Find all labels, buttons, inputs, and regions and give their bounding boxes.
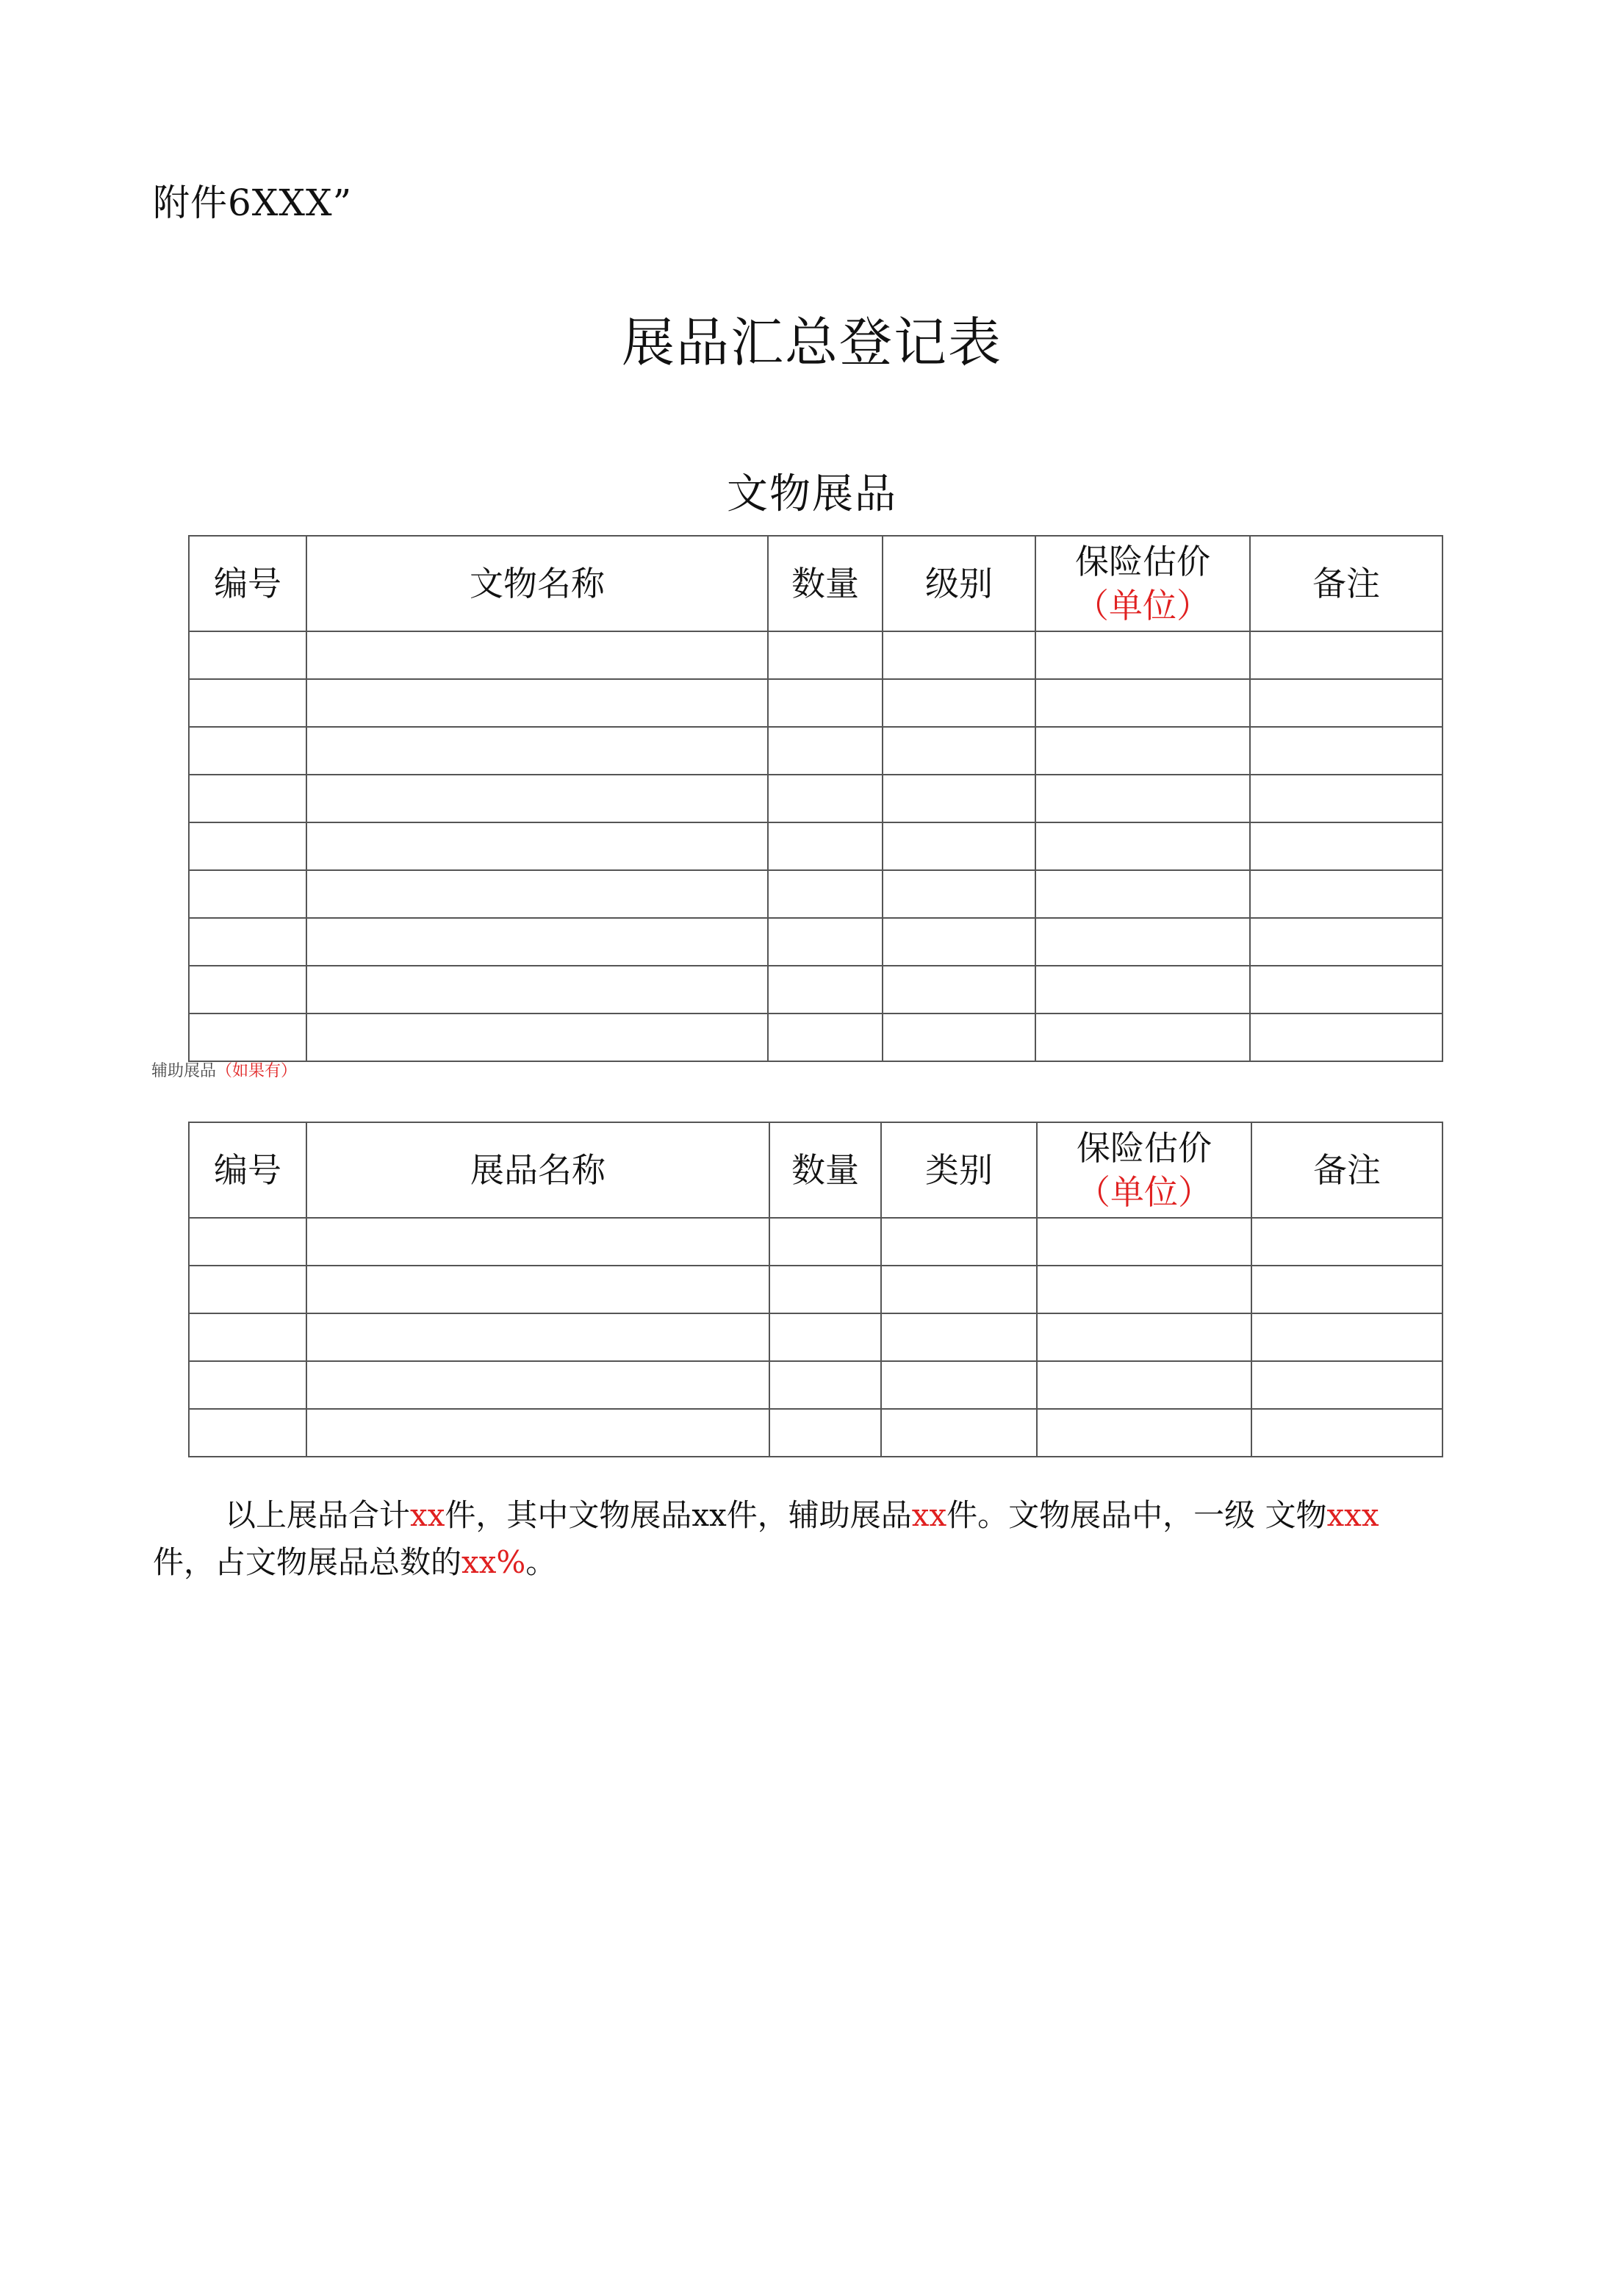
table-cell bbox=[1251, 1361, 1442, 1409]
table-cell bbox=[768, 727, 883, 775]
summary-text: 件，其中文物展品xx件，辅助展品 bbox=[445, 1497, 912, 1533]
table-cell bbox=[1037, 1266, 1251, 1313]
table-cell bbox=[883, 775, 1035, 822]
table-cell bbox=[306, 727, 768, 775]
table-row bbox=[189, 775, 1442, 822]
table-row bbox=[189, 1218, 1442, 1266]
table-row bbox=[189, 1266, 1442, 1313]
summary-line-2 bbox=[153, 1539, 1476, 1586]
table-cell bbox=[769, 1409, 881, 1457]
table-cell bbox=[881, 1409, 1037, 1457]
table-cell bbox=[306, 966, 768, 1014]
table-cell bbox=[189, 1218, 306, 1266]
table-cell bbox=[306, 918, 768, 966]
summary-text: 件。文物展品中，一级 文物 bbox=[946, 1497, 1327, 1533]
table-cell bbox=[1250, 1014, 1442, 1061]
header-id: 编号 bbox=[189, 1122, 306, 1218]
table-cell bbox=[768, 679, 883, 727]
aux-label-text: 辅助展品 bbox=[151, 1062, 217, 1080]
header-insurance-label: 保险估价 bbox=[1077, 1128, 1212, 1168]
table-cell bbox=[1251, 1409, 1442, 1457]
table-cell bbox=[189, 631, 306, 679]
summary-line-1 bbox=[153, 1492, 1476, 1539]
table-cell bbox=[306, 1266, 769, 1313]
table-cell bbox=[768, 870, 883, 918]
table-cell bbox=[1250, 775, 1442, 822]
table-cell bbox=[883, 679, 1035, 727]
table-cell bbox=[1251, 1218, 1442, 1266]
table-cell bbox=[883, 870, 1035, 918]
header-remarks: 备注 bbox=[1251, 1122, 1442, 1218]
table-row bbox=[189, 727, 1442, 775]
table-cell bbox=[1250, 822, 1442, 870]
header-category: 类别 bbox=[881, 1122, 1037, 1218]
table-cell bbox=[769, 1313, 881, 1361]
table-cell bbox=[1035, 822, 1250, 870]
table-cell bbox=[306, 1313, 769, 1361]
table-cell bbox=[1035, 631, 1250, 679]
table-row bbox=[189, 1361, 1442, 1409]
table-cell bbox=[306, 1409, 769, 1457]
table-cell bbox=[1037, 1313, 1251, 1361]
table-cell bbox=[189, 679, 306, 727]
header-name: 展品名称 bbox=[306, 1122, 769, 1218]
table-cell bbox=[1251, 1313, 1442, 1361]
table-cell bbox=[883, 918, 1035, 966]
table-cell bbox=[1250, 870, 1442, 918]
table-cell bbox=[189, 1313, 306, 1361]
header-unit-note: （单位） bbox=[1077, 1172, 1212, 1212]
table-cell bbox=[189, 918, 306, 966]
table-cell bbox=[1035, 966, 1250, 1014]
auxiliary-exhibits-label bbox=[151, 1058, 297, 1081]
table-cell bbox=[768, 966, 883, 1014]
table-cell bbox=[189, 870, 306, 918]
table-row bbox=[189, 918, 1442, 966]
table-cell bbox=[883, 727, 1035, 775]
table-cell bbox=[1250, 918, 1442, 966]
header-quantity: 数量 bbox=[769, 1122, 881, 1218]
table-cell bbox=[768, 1014, 883, 1061]
table-cell bbox=[768, 775, 883, 822]
attachment-label: 附件6XXX” bbox=[153, 182, 353, 224]
summary-placeholder-percent: xx% bbox=[461, 1544, 526, 1580]
table-cell bbox=[1035, 679, 1250, 727]
table-cell bbox=[881, 1313, 1037, 1361]
table-row bbox=[189, 1409, 1442, 1457]
header-quantity: 数量 bbox=[768, 536, 883, 631]
table-cell bbox=[881, 1361, 1037, 1409]
table-cell bbox=[306, 1361, 769, 1409]
header-insurance-label: 保险估价 bbox=[1075, 542, 1210, 581]
summary-placeholder-grade1: xxx bbox=[1326, 1497, 1379, 1533]
table-cell bbox=[768, 918, 883, 966]
cultural-relics-table bbox=[188, 535, 1443, 1062]
table-cell bbox=[1037, 1218, 1251, 1266]
table-cell bbox=[306, 631, 768, 679]
header-insurance-value bbox=[1037, 1122, 1251, 1218]
table-cell bbox=[881, 1266, 1037, 1313]
table-row bbox=[189, 679, 1442, 727]
auxiliary-exhibits-table bbox=[188, 1122, 1443, 1457]
table-cell bbox=[1250, 727, 1442, 775]
header-insurance-value bbox=[1035, 536, 1250, 631]
aux-label-note: （如果有） bbox=[216, 1062, 298, 1080]
summary-text: 。 bbox=[525, 1544, 557, 1580]
table-cell bbox=[769, 1266, 881, 1313]
table-cell bbox=[306, 679, 768, 727]
table-cell bbox=[189, 1361, 306, 1409]
table-cell bbox=[1250, 679, 1442, 727]
table-cell bbox=[883, 966, 1035, 1014]
table-cell bbox=[768, 822, 883, 870]
table-cell bbox=[306, 870, 768, 918]
table-cell bbox=[306, 1218, 769, 1266]
header-grade: 级别 bbox=[883, 536, 1035, 631]
table-row bbox=[189, 966, 1442, 1014]
table-cell bbox=[189, 822, 306, 870]
table-cell bbox=[189, 727, 306, 775]
table-cell bbox=[306, 775, 768, 822]
table-cell bbox=[881, 1218, 1037, 1266]
table-row bbox=[189, 1313, 1442, 1361]
table-header-row bbox=[189, 1122, 1442, 1218]
table-cell bbox=[1250, 631, 1442, 679]
header-unit-note: （单位） bbox=[1075, 586, 1210, 625]
table-cell bbox=[769, 1361, 881, 1409]
table-cell bbox=[1037, 1361, 1251, 1409]
table-header-row bbox=[189, 536, 1442, 631]
header-remarks: 备注 bbox=[1250, 536, 1442, 631]
table-cell bbox=[1035, 727, 1250, 775]
document-title: 展品汇总登记表 bbox=[621, 312, 1002, 373]
table-row bbox=[189, 631, 1442, 679]
summary-text: 以上展品合计 bbox=[225, 1497, 411, 1533]
summary-placeholder-aux: xx bbox=[911, 1497, 947, 1533]
summary-placeholder-total: xx bbox=[410, 1497, 445, 1533]
table-cell bbox=[189, 1409, 306, 1457]
table-cell bbox=[768, 631, 883, 679]
summary-paragraph bbox=[153, 1492, 1476, 1586]
table-cell bbox=[189, 775, 306, 822]
table-cell bbox=[1037, 1409, 1251, 1457]
table-cell bbox=[1035, 775, 1250, 822]
table-row bbox=[189, 822, 1442, 870]
table-row bbox=[189, 870, 1442, 918]
section-title-cultural-relics: 文物展品 bbox=[727, 470, 897, 518]
table-cell bbox=[883, 822, 1035, 870]
table-cell bbox=[189, 1014, 306, 1061]
table-cell bbox=[1035, 870, 1250, 918]
table-cell bbox=[1035, 918, 1250, 966]
table-cell bbox=[769, 1218, 881, 1266]
table-cell bbox=[1035, 1014, 1250, 1061]
table-cell bbox=[883, 1014, 1035, 1061]
table-cell bbox=[189, 1266, 306, 1313]
table-row bbox=[189, 1014, 1442, 1061]
summary-text: 件，占文物展品总数的 bbox=[153, 1544, 462, 1580]
table-cell bbox=[1251, 1266, 1442, 1313]
table-cell bbox=[189, 966, 306, 1014]
table-cell bbox=[306, 822, 768, 870]
table-cell bbox=[883, 631, 1035, 679]
header-name: 文物名称 bbox=[306, 536, 768, 631]
header-id: 编号 bbox=[189, 536, 306, 631]
table-cell bbox=[306, 1014, 768, 1061]
table-cell bbox=[1250, 966, 1442, 1014]
